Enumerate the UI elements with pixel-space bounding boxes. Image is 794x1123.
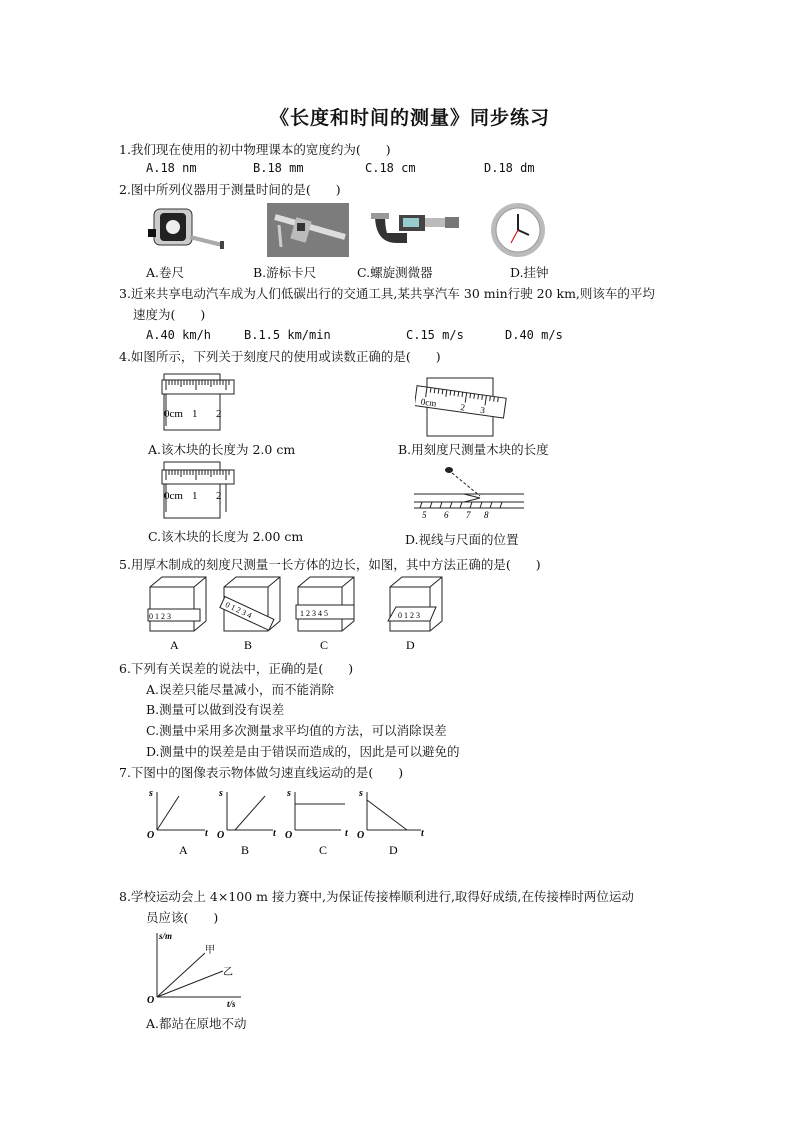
question-4-option-c: C.该木块的长度为 2.00 cm xyxy=(148,529,304,544)
svg-text:s: s xyxy=(359,788,363,799)
ruler-d-mark-6: 6 xyxy=(444,510,449,520)
svg-text:0 1 2 3: 0 1 2 3 xyxy=(149,612,171,621)
page-title: 《长度和时间的测量》同步练习 xyxy=(270,107,551,129)
question-5-stem: 5.用厚木制成的刻度尺测量一长方体的边长，如图，其中方法正确的是( ) xyxy=(119,557,541,572)
question-2-option-d: D.挂钟 xyxy=(510,265,549,280)
svg-text:t: t xyxy=(345,828,348,839)
svg-text:1 2 3 4 5: 1 2 3 4 5 xyxy=(300,609,328,618)
svg-text:甲: 甲 xyxy=(205,945,215,956)
ruler-b-mark-0: 0cm xyxy=(420,396,438,409)
cuboid-b xyxy=(220,577,280,631)
ruler-figure-c xyxy=(158,458,238,522)
micrometer-image xyxy=(367,205,463,247)
svg-text:O: O xyxy=(285,830,293,841)
vernier-caliper-image xyxy=(267,203,349,257)
ruler-a-mark-2: 2 xyxy=(216,408,222,420)
graph-label-c: C xyxy=(319,843,328,857)
svg-text:O: O xyxy=(147,995,155,1006)
graph-label-d: D xyxy=(389,843,398,857)
question-1-option-b: B.18 mm xyxy=(253,161,304,175)
question-3-option-c: C.15 m/s xyxy=(406,328,464,342)
ruler-b-mark-3: 3 xyxy=(479,404,486,416)
question-7-stem: 7.下图中的图像表示物体做匀速直线运动的是( ) xyxy=(119,765,404,780)
ruler-c-mark-0: 0cm xyxy=(164,490,183,502)
question-3-stem-line1: 3.近来共享电动汽车成为人们低碳出行的交通工具,某共享汽车 30 min行驶 20 km,则该车的平均 xyxy=(119,286,655,301)
cuboid-d xyxy=(388,577,442,631)
cuboid-a xyxy=(148,577,206,631)
ruler-figure-a xyxy=(158,368,238,432)
svg-text:0 1 2 3: 0 1 2 3 xyxy=(398,611,420,620)
question-6-option-c: C.测量中采用多次测量求平均值的方法，可以消除误差 xyxy=(146,723,447,738)
ruler-figure-d xyxy=(408,460,528,522)
svg-text:t: t xyxy=(205,828,208,839)
cuboid-label-b: B xyxy=(244,638,253,652)
question-3-stem-line2: 速度为( ) xyxy=(133,307,206,322)
svg-text:0 1 2 3 4: 0 1 2 3 4 xyxy=(223,600,254,621)
ruler-c-mark-2: 2 xyxy=(216,490,222,502)
motion-graphs-figure xyxy=(143,786,433,858)
ruler-a-mark-1: 1 xyxy=(192,408,198,420)
cuboid-c xyxy=(296,577,354,631)
relay-graph xyxy=(143,927,253,1011)
question-2-option-b: B.游标卡尺 xyxy=(253,265,317,280)
question-1-stem: 1.我们现在使用的初中物理课本的宽度约为( ) xyxy=(119,142,391,157)
question-4-stem: 4.如图所示，下列关于刻度尺的使用或读数正确的是( ) xyxy=(119,349,441,364)
cuboid-label-d: D xyxy=(406,638,415,652)
question-8-option-a: A.都站在原地不动 xyxy=(146,1016,247,1031)
svg-text:s: s xyxy=(219,788,223,799)
graph-label-a: A xyxy=(179,843,188,857)
svg-text:s/m: s/m xyxy=(159,931,173,941)
question-3-option-b: B.1.5 km/min xyxy=(244,328,331,342)
svg-text:O: O xyxy=(147,830,155,841)
question-8-stem-line1: 8.学校运动会上 4×100 m 接力赛中,为保证传接棒顺利进行,取得好成绩,在传接棒时两位运动 xyxy=(119,889,634,904)
ruler-d-mark-5: 5 xyxy=(422,510,427,520)
question-6-option-a: A.误差只能尽量减小，而不能消除 xyxy=(146,682,335,697)
question-6-option-d: D.测量中的误差是由于错误而造成的，因此是可以避免的 xyxy=(146,744,460,759)
question-1-option-a: A.18 nm xyxy=(146,161,197,175)
graph-label-b: B xyxy=(241,843,250,857)
question-4-option-a: A.该木块的长度为 2.0 cm xyxy=(148,442,296,457)
question-1-option-c: C.18 cm xyxy=(365,161,416,175)
question-3-option-d: D.40 m/s xyxy=(505,328,563,342)
question-2-option-c: C.螺旋测微器 xyxy=(357,265,433,280)
question-2-option-a: A.卷尺 xyxy=(146,265,185,280)
question-8-stem-line2: 员应该( ) xyxy=(146,910,219,925)
cuboid-rulers-figure xyxy=(140,573,450,653)
ruler-d-mark-8: 8 xyxy=(484,510,489,520)
question-3-option-a: A.40 km/h xyxy=(146,328,212,342)
svg-text:乙: 乙 xyxy=(223,967,233,978)
svg-text:t: t xyxy=(273,828,276,839)
question-6-stem: 6.下列有关误差的说法中，正确的是( ) xyxy=(119,661,354,676)
ruler-c-mark-1: 1 xyxy=(192,490,198,502)
question-4-option-b: B.用刻度尺测量木块的长度 xyxy=(398,442,549,457)
svg-text:t/s: t/s xyxy=(227,999,236,1009)
tape-measure-image xyxy=(146,203,228,253)
svg-text:O: O xyxy=(217,830,225,841)
cuboid-label-a: A xyxy=(170,638,179,652)
ruler-figure-b xyxy=(415,376,507,438)
ruler-a-mark-0: 0cm xyxy=(164,408,183,420)
question-1-option-d: D.18 dm xyxy=(484,161,535,175)
svg-text:t: t xyxy=(421,828,424,839)
svg-text:s: s xyxy=(149,788,153,799)
question-4-option-d: D.视线与尺面的位置 xyxy=(405,532,519,547)
question-2-stem: 2.图中所列仪器用于测量时间的是( ) xyxy=(119,182,341,197)
wall-clock-image xyxy=(489,201,547,259)
cuboid-label-c: C xyxy=(320,638,329,652)
svg-text:s: s xyxy=(287,788,291,799)
svg-text:O: O xyxy=(357,830,365,841)
question-6-option-b: B.测量可以做到没有误差 xyxy=(146,702,285,717)
ruler-b-mark-2: 2 xyxy=(459,402,466,413)
ruler-d-mark-7: 7 xyxy=(466,510,471,520)
